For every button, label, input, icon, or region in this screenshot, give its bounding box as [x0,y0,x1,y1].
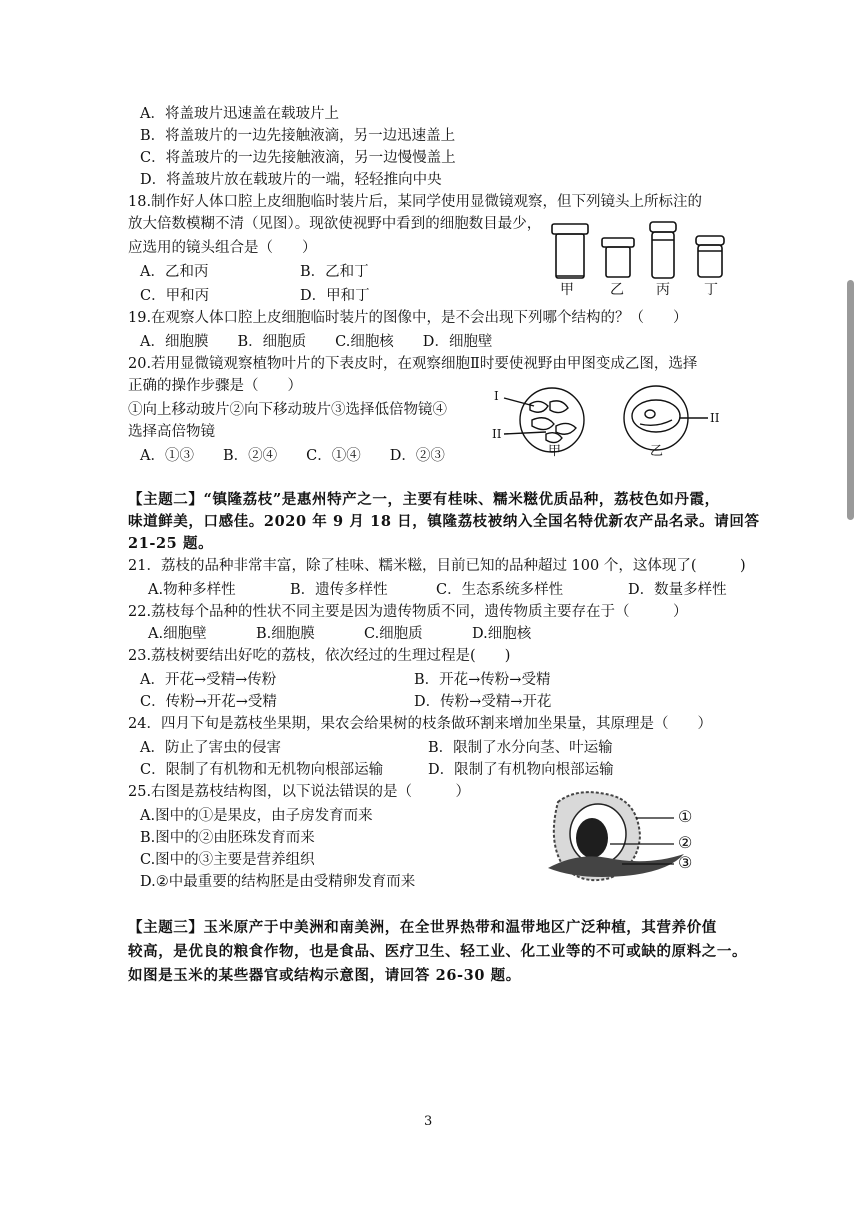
q20-steps-line1: ①向上移动玻片②向下移动玻片③选择低倍物镜④ [128,402,447,418]
q23-option-a: A．开花→受精→传粉 [140,672,277,688]
theme2-line2: 味道鲜美，口感佳。2020 年 9 月 18 日，镇隆荔枝被纳入全国名特优新农产品名录。请回答 [128,513,760,530]
theme3-line3: 如图是玉米的某些器官或结构示意图，请回答 26-30 题。 [128,967,521,984]
figure-label-jia: 甲 [548,444,562,459]
q21-option-a: A.物种多样性 [148,582,236,598]
q23-option-b: B．开花→传粉→受精 [414,672,551,688]
q17-option-c: C．将盖玻片的一边先接触液滴，另一边慢慢盖上 [140,150,456,166]
q21-option-b: B．遗传多样性 [290,582,388,598]
q21-option-d: D．数量多样性 [628,582,727,598]
figure-label-yi: 乙 [650,444,664,459]
lens-label-bing: 丙 [656,282,670,298]
vertical-scrollbar[interactable] [847,280,854,520]
lychee-label-1: ① [678,807,693,826]
q24-stem: 24．四月下旬是荔枝坐果期，果农会给果树的枝条做环割来增加坐果量，其原理是（ ） [128,716,712,732]
q21-option-c: C．生态系统多样性 [436,582,564,598]
lychee-structure-figure [540,788,730,888]
q24-option-b: B．限制了水分向茎、叶运输 [428,740,613,756]
lens-label-yi: 乙 [610,282,624,298]
lens-figure [546,218,736,302]
q24-option-d: D．限制了有机物向根部运输 [428,762,614,778]
q18-option-a: A．乙和丙 [140,264,209,280]
q24-option-a: A．防止了害虫的侵害 [140,740,281,756]
cell-label-ii-left: II [492,427,502,441]
q23-option-c: C．传粉→开花→受精 [140,694,277,710]
theme3-line2: 较高，是优良的粮食作物，也是食品、医疗卫生、轻工业、化工业等的不可或缺的原料之一。 [128,943,748,960]
page-number: 3 [424,1114,433,1129]
q25-stem: 25.右图是荔枝结构图，以下说法错误的是（ ） [128,784,471,800]
q22-option-b: B.细胞膜 [256,626,315,642]
lens-label-ding: 丁 [704,282,718,298]
q18-option-c: C．甲和丙 [140,288,210,304]
q19-options: A．细胞膜 B．细胞质 C.细胞核 D．细胞壁 [140,334,493,350]
theme2-line1: 【主题二】“镇隆荔枝”是惠州特产之一，主要有桂味、糯米糍优质品种，荔枝色如丹霞， [128,491,720,508]
q25-option-c: C.图中的③主要是营养组织 [140,852,315,868]
q18-stem-line2: 放大倍数模糊不清（见图）。现欲使视野中看到的细胞数目最少， [128,216,542,232]
q20-stem-line1: 20.若用显微镜观察植物叶片的下表皮时，在观察细胞Ⅱ时要使视野由甲图变成乙图，选择 [128,356,698,372]
q23-stem: 23.荔枝树要结出好吃的荔枝，依次经过的生理过程是( ) [128,648,511,664]
theme2-line3: 21-25 题。 [128,535,214,552]
q20-stem-line2: 正确的操作步骤是（ ） [128,378,302,394]
q23-option-d: D．传粉→受精→开花 [414,694,552,710]
q18-option-d: D．甲和丁 [300,288,370,304]
theme3-line1: 【主题三】玉米原产于中美洲和南美洲，在全世界热带和温带地区广泛种植，其营养价值 [128,919,717,936]
q17-option-b: B．将盖玻片的一边先接触液滴，另一边迅速盖上 [140,128,456,144]
q25-option-a: A.图中的①是果皮，由子房发育而来 [140,808,373,824]
q17-option-a: A．将盖玻片迅速盖在载玻片上 [140,106,339,122]
q18-option-b: B．乙和丁 [300,264,369,280]
q22-stem: 22.荔枝每个品种的性状不同主要是因为遗传物质不同，遗传物质主要存在于（ ） [128,604,688,620]
lychee-label-3: ③ [678,853,693,872]
q24-option-c: C．限制了有机物和无机物向根部运输 [140,762,384,778]
q25-option-d: D.②中最重要的结构胚是由受精卵发育而来 [140,874,416,890]
q19-stem: 19.在观察人体口腔上皮细胞临时装片的图像中，是不会出现下列哪个结构的？（ ） [128,310,688,326]
lychee-label-2: ② [678,833,693,852]
q25-option-b: B.图中的②由胚珠发育而来 [140,830,315,846]
q20-options: A．①③ B．②④ C．①④ D．②③ [140,448,445,464]
microscope-view-figure [490,384,730,462]
lens-label-jia: 甲 [560,282,574,298]
q22-option-a: A.细胞壁 [148,626,207,642]
cell-label-ii-right: II [710,411,720,425]
q20-steps-line2: 选择高倍物镜 [128,424,215,440]
q22-option-d: D.细胞核 [472,626,532,642]
q18-stem-line3: 应选用的镜头组合是（ ） [128,240,317,256]
q18-stem-line1: 18.制作好人体口腔上皮细胞临时装片后，某同学使用显微镜观察，但下列镜头上所标注的 [128,194,703,210]
q21-stem: 21．荔枝的品种非常丰富，除了桂味、糯米糍，目前已知的品种超过 100 个，这体现了( ) [128,558,746,574]
cell-label-i: I [494,389,499,403]
q17-option-d: D．将盖玻片放在载玻片的一端，轻轻推向中央 [140,172,442,188]
q22-option-c: C.细胞质 [364,626,423,642]
